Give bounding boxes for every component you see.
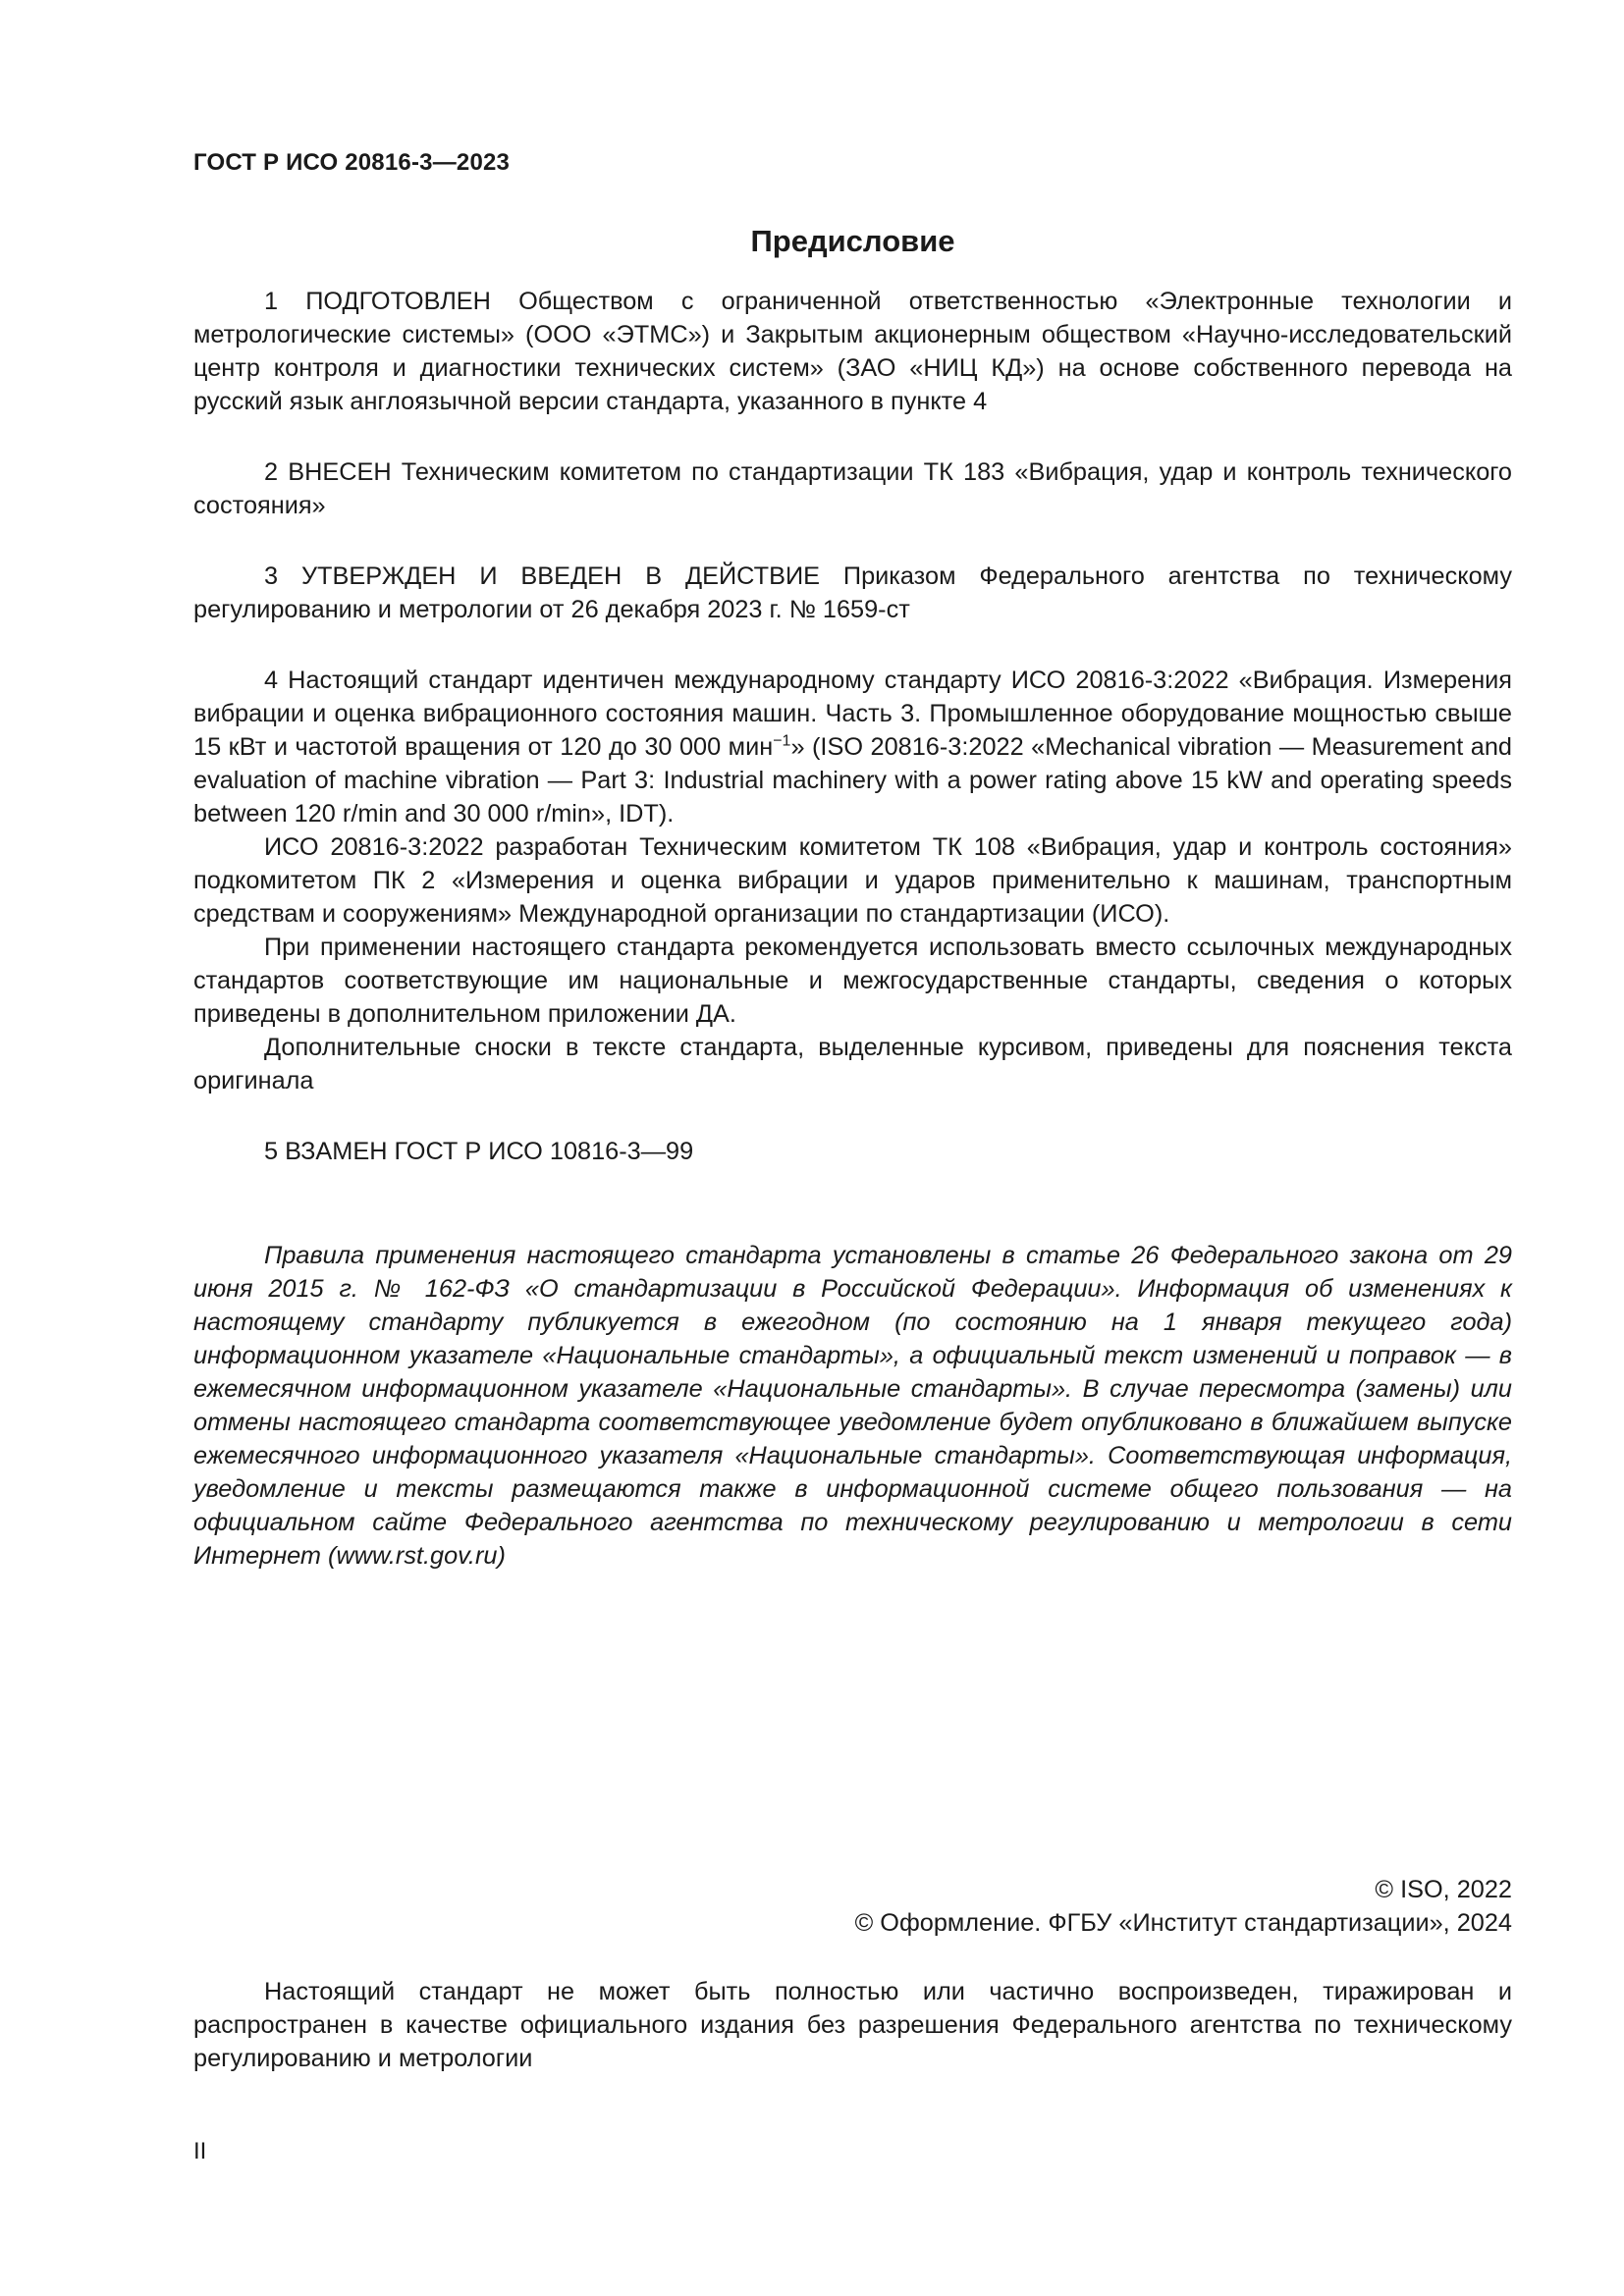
application-rules-notice	[193, 1239, 1512, 1573]
page-number: II	[193, 2138, 207, 2164]
preface-item-4-superscript: −1	[773, 732, 791, 750]
preface-body	[193, 224, 1512, 1168]
copyright-design: © Оформление. ФГБУ «Институт стандартизации», 2024	[854, 1909, 1512, 1937]
preface-item-2: 2 ВНЕСЕН Техническим комитетом по стандартизации ТК 183 «Вибрация, удар и контроль технического состояния»	[193, 458, 1512, 519]
preface-item-3: 3 УТВЕРЖДЕН И ВВЕДЕН В ДЕЙСТВИЕ Приказом Федерального агентства по техническому регулированию и метрологии от 26 декабря 2023 г. № 1659-ст	[193, 562, 1512, 623]
preface-item-4-footnotes: Дополнительные сноски в тексте стандарта, выделенные курсивом, приведены для пояснения текста оригинала	[193, 1034, 1512, 1095]
document-id-header: ГОСТ Р ИСО 20816-3—2023	[193, 149, 511, 176]
notice-text: Правила применения настоящего стандарта установлены в статье 26 Федерального закона от 29 июня 2015 г. № 162-ФЗ «О стандартизации в Российской Федерации». Информация об изменениях к настоящему стандарту публикуется в ежегодном (по состоянию на 1 января текущего года) информационном указателе «Национальные стандарты», а официальный текст изменений и поправок — в ежемесячном информационном указателе «Национальные стандарты». В случае пересмотра (замены) или отмены настоящего стандарта соответствующее уведомление будет опубликовано в ближайшем выпуске ежемесячного информационного указателя «Национальные стандарты». Соответствующая информация, уведомление и тексты размещаются также в информационной системе общего пользования — на официальном сайте Федерального агентства по техническому регулированию и метрологии в сети Интернет (www.rst.gov.ru)	[193, 1242, 1512, 1570]
reproduction-notice-text: Настоящий стандарт не может быть полностью или частично воспроизведен, тиражирован и распространен в качестве официального издания без разрешения Федерального агентства по техническому регулированию и метрологии	[193, 1978, 1512, 2072]
page-title: Предисловие	[750, 224, 955, 258]
copyright-block	[855, 1873, 1512, 1940]
reproduction-notice	[193, 1975, 1512, 2075]
preface-item-4-references: При применении настоящего стандарта рекомендуется использовать вместо ссылочных международных стандартов соответствующие им национальные и межгосударственные стандарты, сведения о которых приведены в дополнительном приложении ДА.	[193, 934, 1512, 1028]
preface-item-4-text-b: » (ISO 20816-3:2022 «Mechanical vibration — Measurement and evaluation of machine vibration — Part 3: Industrial machinery with a power rating above 15 kW and operating speeds between 120 r/min and 30 000 r/min», IDT).	[193, 733, 1512, 828]
preface-item-4-text-a: 4 Настоящий стандарт идентичен международному стандарту ИСО 20816-3:2022 «Вибрация. Измерения вибрации и оценка вибрационного состояния машин. Часть 3. Промышленное оборудование мощностью свыше 15 кВт и частотой вращения от 120 до 30 000 мин	[193, 667, 1512, 761]
preface-item-5: 5 ВЗАМЕН ГОСТ Р ИСО 10816-3—99	[264, 1138, 694, 1165]
preface-item-1: 1 ПОДГОТОВЛЕН Обществом с ограниченной ответственностью «Электронные технологии и метрологические системы» (ООО «ЭТМС») и Закрытым акционерным обществом «Научно-исследовательский центр контроля и диагностики технических систем» (ЗАО «НИЦ КД») на основе собственного перевода на русский язык англоязычной версии стандарта, указанного в пункте 4	[193, 288, 1512, 415]
preface-item-4	[193, 664, 1512, 830]
copyright-iso: © ISO, 2022	[1375, 1876, 1512, 1903]
preface-item-4-committee: ИСО 20816-3:2022 разработан Техническим комитетом ТК 108 «Вибрация, удар и контроль состояния» подкомитетом ПК 2 «Измерения и оценка вибрации и ударов применительно к машинам, транспортным средствам и сооружениям» Международной организации по стандартизации (ИСО).	[193, 833, 1512, 928]
